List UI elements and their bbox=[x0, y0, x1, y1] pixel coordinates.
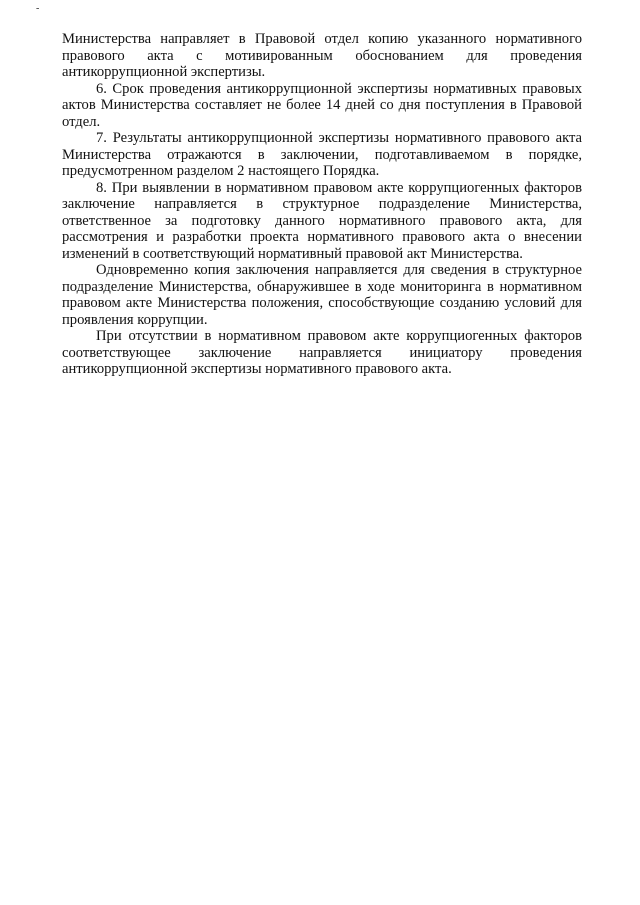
document-body bbox=[62, 31, 582, 378]
paragraph-no-factors: При отсутствии в нормативном правовом акте коррупциогенных факторов соответствующее заключение направляется инициатору проведения антикоррупционной экспертизы нормативного правового акта. bbox=[62, 328, 582, 377]
paragraph-item-6: 6. Срок проведения антикоррупционной экспертизы нормативных правовых актов Министерства составляет не более 14 дней со дня поступления в Правовой отдел. bbox=[62, 80, 582, 130]
paragraph-item-7: 7. Результаты антикоррупционной экспертизы нормативного правового акта Министерства отражаются в заключении, подготавливаемом в порядке, предусмотренном разделом 2 настоящего Порядка. bbox=[62, 130, 582, 179]
paragraph-copy-notice: Одновременно копия заключения направляется для сведения в структурное подразделение Министерства, обнаружившее в ходе мониторинга в нормативном правовом акте Министерства положения, способствующие созданию условий для проявления коррупции. bbox=[62, 262, 582, 328]
paragraph-continuation: Министерства направляет в Правовой отдел копию указанного нормативного правового акта с мотивированным обоснованием для проведения антикоррупционной экспертизы. bbox=[62, 31, 582, 80]
page-mark: - bbox=[36, 3, 40, 14]
paragraph-item-8: 8. При выявлении в нормативном правовом акте коррупциогенных факторов заключение направляется в структурное подразделение Министерства, ответственное за подготовку данного нормативного правового акта, для рассмотрения и разработки проекта нормативного правового акта о внесении изменений в соответствующий нормативный правовой акт Министерства. bbox=[62, 179, 582, 262]
